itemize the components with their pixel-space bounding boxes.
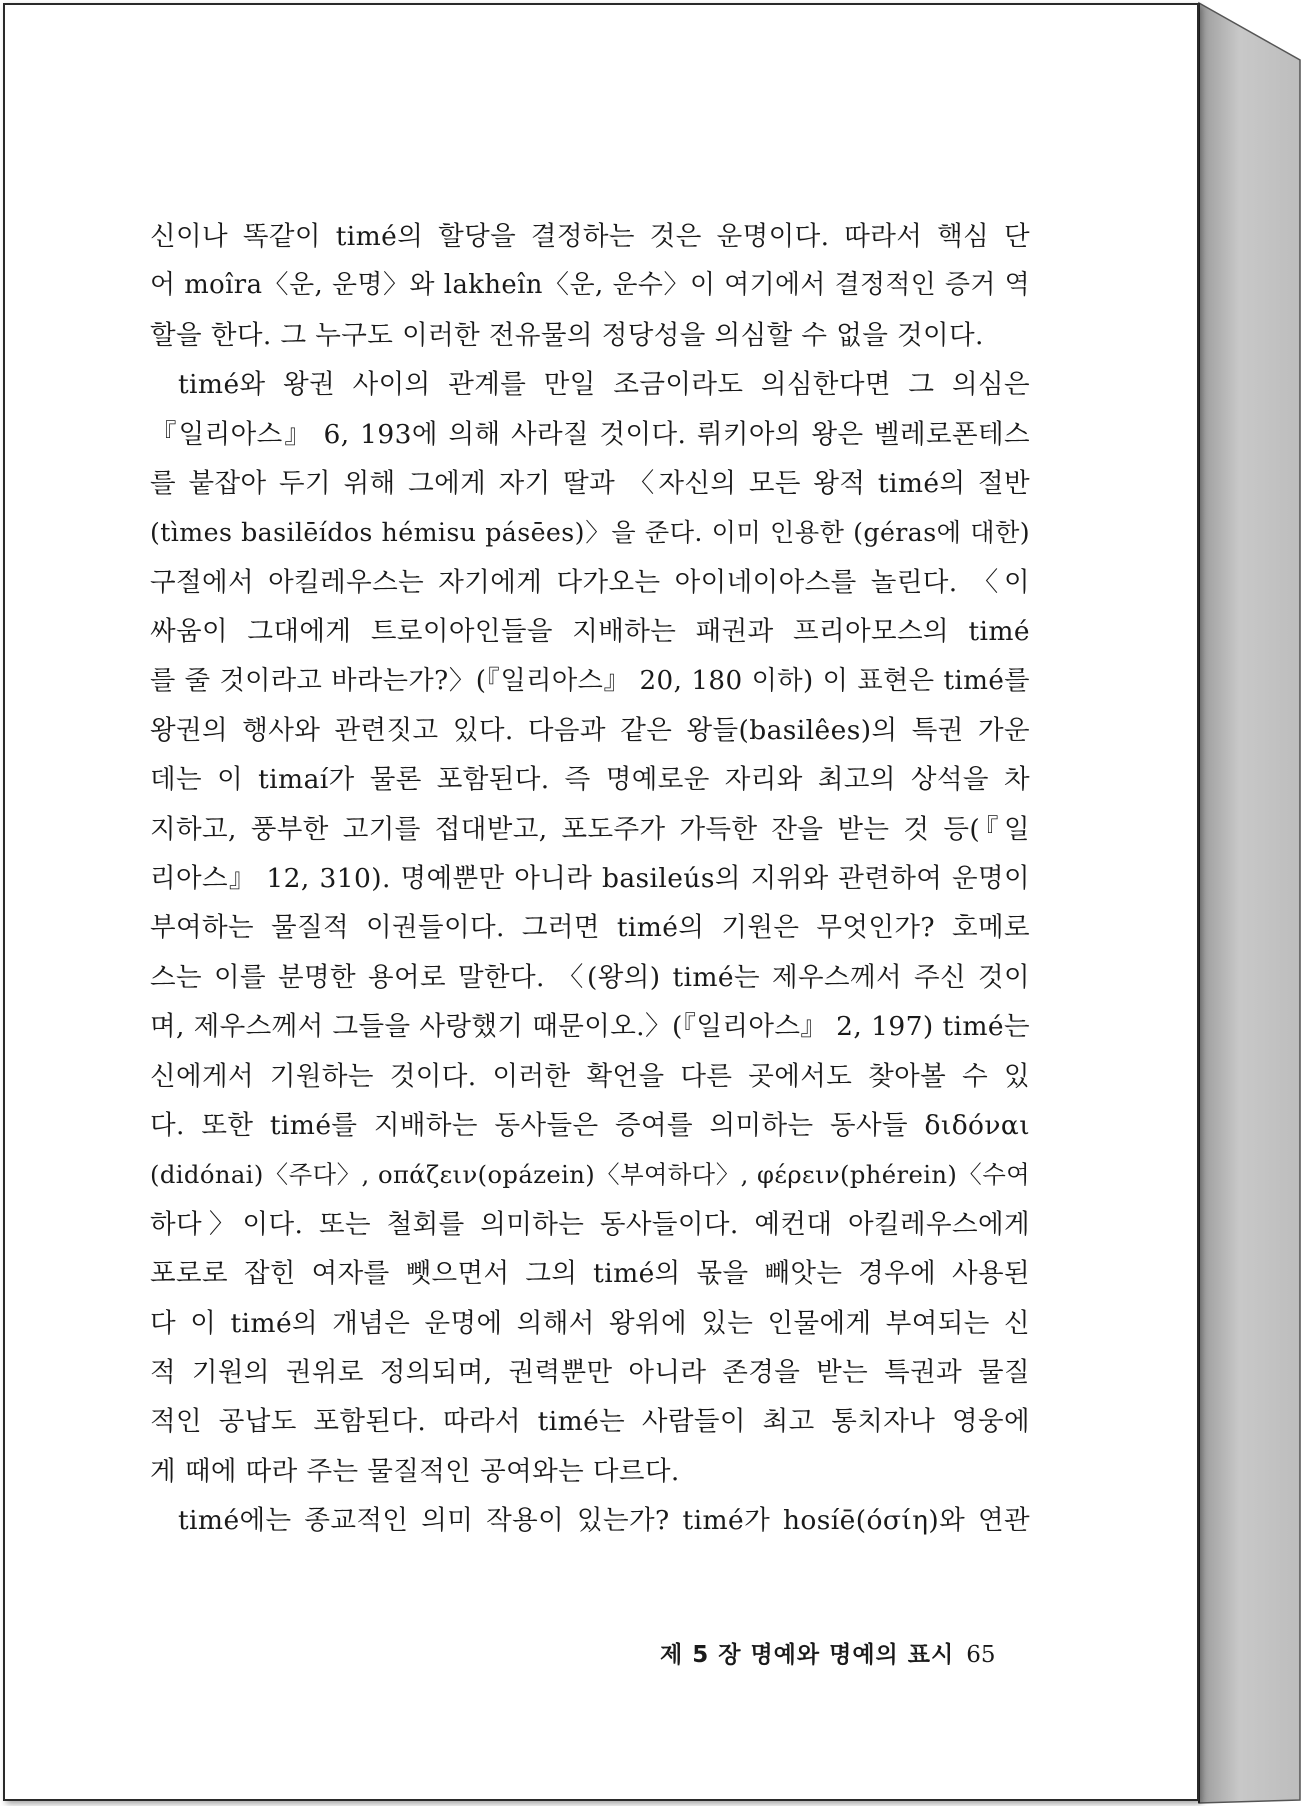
paragraph-3 <box>150 1496 1030 1545</box>
text-line: 포로로 잡힌 여자를 뺏으면서 그의 timé의 몫을 빼앗는 경우에 사용된 <box>150 1258 1030 1290</box>
body-text <box>150 212 1030 1546</box>
text-line: 할을 한다. 그 누구도 이러한 전유물의 정당성을 의심할 수 없을 것이다. <box>150 319 984 351</box>
text-line: 신에게서 기원하는 것이다. 이러한 확언을 다른 곳에서도 찾아볼 수 있 <box>150 1060 1030 1092</box>
text-line: (tìmes basilēídos hémisu pásēes)〉을 준다. 이미 인용한 (géras에 대한) <box>150 518 1030 548</box>
text-line: (didónai)〈주다〉, οπάζειν(opázein)〈부여하다〉, φέρειν(phérein)〈수여 <box>150 1160 1030 1190</box>
text-line: 를 줄 것이라고 바라는가?〉(『일리아스』 20, 180 이하) 이 표현은 timé를 <box>150 665 1030 696</box>
chapter-title: 제 5 장 명예와 명예의 표시 <box>660 1642 955 1668</box>
text-line: 다. 또한 timé를 지배하는 동사들은 증여를 의미하는 동사들 διδόναι <box>150 1110 1030 1142</box>
text-line: 리아스』 12, 310). 명예뿐만 아니라 basileús의 지위와 관련하여 운명이 <box>150 863 1030 895</box>
text-line: 적 기원의 권위로 정의되며, 권력뿐만 아니라 존경을 받는 특권과 물질 <box>150 1356 1030 1388</box>
text-line: 왕권의 행사와 관련짓고 있다. 다음과 같은 왕들(basilêes)의 특권 가운 <box>150 714 1030 746</box>
text-line: 며, 제우스께서 그들을 사랑했기 때문이오.〉(『일리아스』 2, 197) timé는 <box>150 1011 1030 1043</box>
text-line: timé와 왕권 사이의 관계를 만일 조금이라도 의심한다면 그 의심은 <box>178 369 1030 401</box>
text-line: 다 이 timé의 개념은 운명에 의해서 왕위에 있는 인물에게 부여되는 신 <box>150 1307 1030 1339</box>
text-line: 『일리아스』 6, 193에 의해 사라질 것이다. 뤼키아의 왕은 벨레로폰테스 <box>150 418 1030 450</box>
book-side-edge <box>1199 3 1300 1803</box>
text-line: 적인 공납도 포함된다. 따라서 timé는 사람들이 최고 통치자나 영웅에 <box>150 1406 1030 1438</box>
text-line: 어 moîra〈운, 운명〉와 lakheîn〈운, 운수〉이 여기에서 결정적인 증거 역 <box>150 270 1030 301</box>
text-line: 부여하는 물질적 이권들이다. 그러면 timé의 기원은 무엇인가? 호메로 <box>150 912 1030 944</box>
page-number: 65 <box>966 1642 996 1668</box>
text-line: 게 때에 따라 주는 물질적인 공여와는 다르다. <box>150 1455 680 1487</box>
text-line: 하다〉이다. 또는 철회를 의미하는 동사들이다. 예컨대 아킬레우스에게 <box>150 1208 1030 1240</box>
text-line: 싸움이 그대에게 트로이아인들을 지배하는 패권과 프리아모스의 timé <box>150 616 1030 648</box>
paragraph-2 <box>150 360 1030 1496</box>
text-line: 스는 이를 분명한 용어로 말한다. 〈(왕의) timé는 제우스께서 주신 것이 <box>150 961 1030 993</box>
page-footer <box>660 1636 1000 1669</box>
text-line: timé에는 종교적인 의미 작용이 있는가? timé가 hosíē(όσίη)와 연관 <box>178 1505 1030 1537</box>
text-line: 지하고, 풍부한 고기를 접대받고, 포도주가 가득한 잔을 받는 것 등(『일 <box>150 813 1030 845</box>
paragraph-1 <box>150 212 1030 360</box>
text-line: 데는 이 timaí가 물론 포함된다. 즉 명예로운 자리와 최고의 상석을 차 <box>150 764 1030 796</box>
text-line: 구절에서 아킬레우스는 자기에게 다가오는 아이네이아스를 놀린다. 〈이 <box>150 566 1030 598</box>
text-line: 신이나 똑같이 timé의 할당을 결정하는 것은 운명이다. 따라서 핵심 단 <box>150 221 1030 252</box>
text-line: 를 붙잡아 두기 위해 그에게 자기 딸과 〈자신의 모든 왕적 timé의 절반 <box>150 467 1030 499</box>
